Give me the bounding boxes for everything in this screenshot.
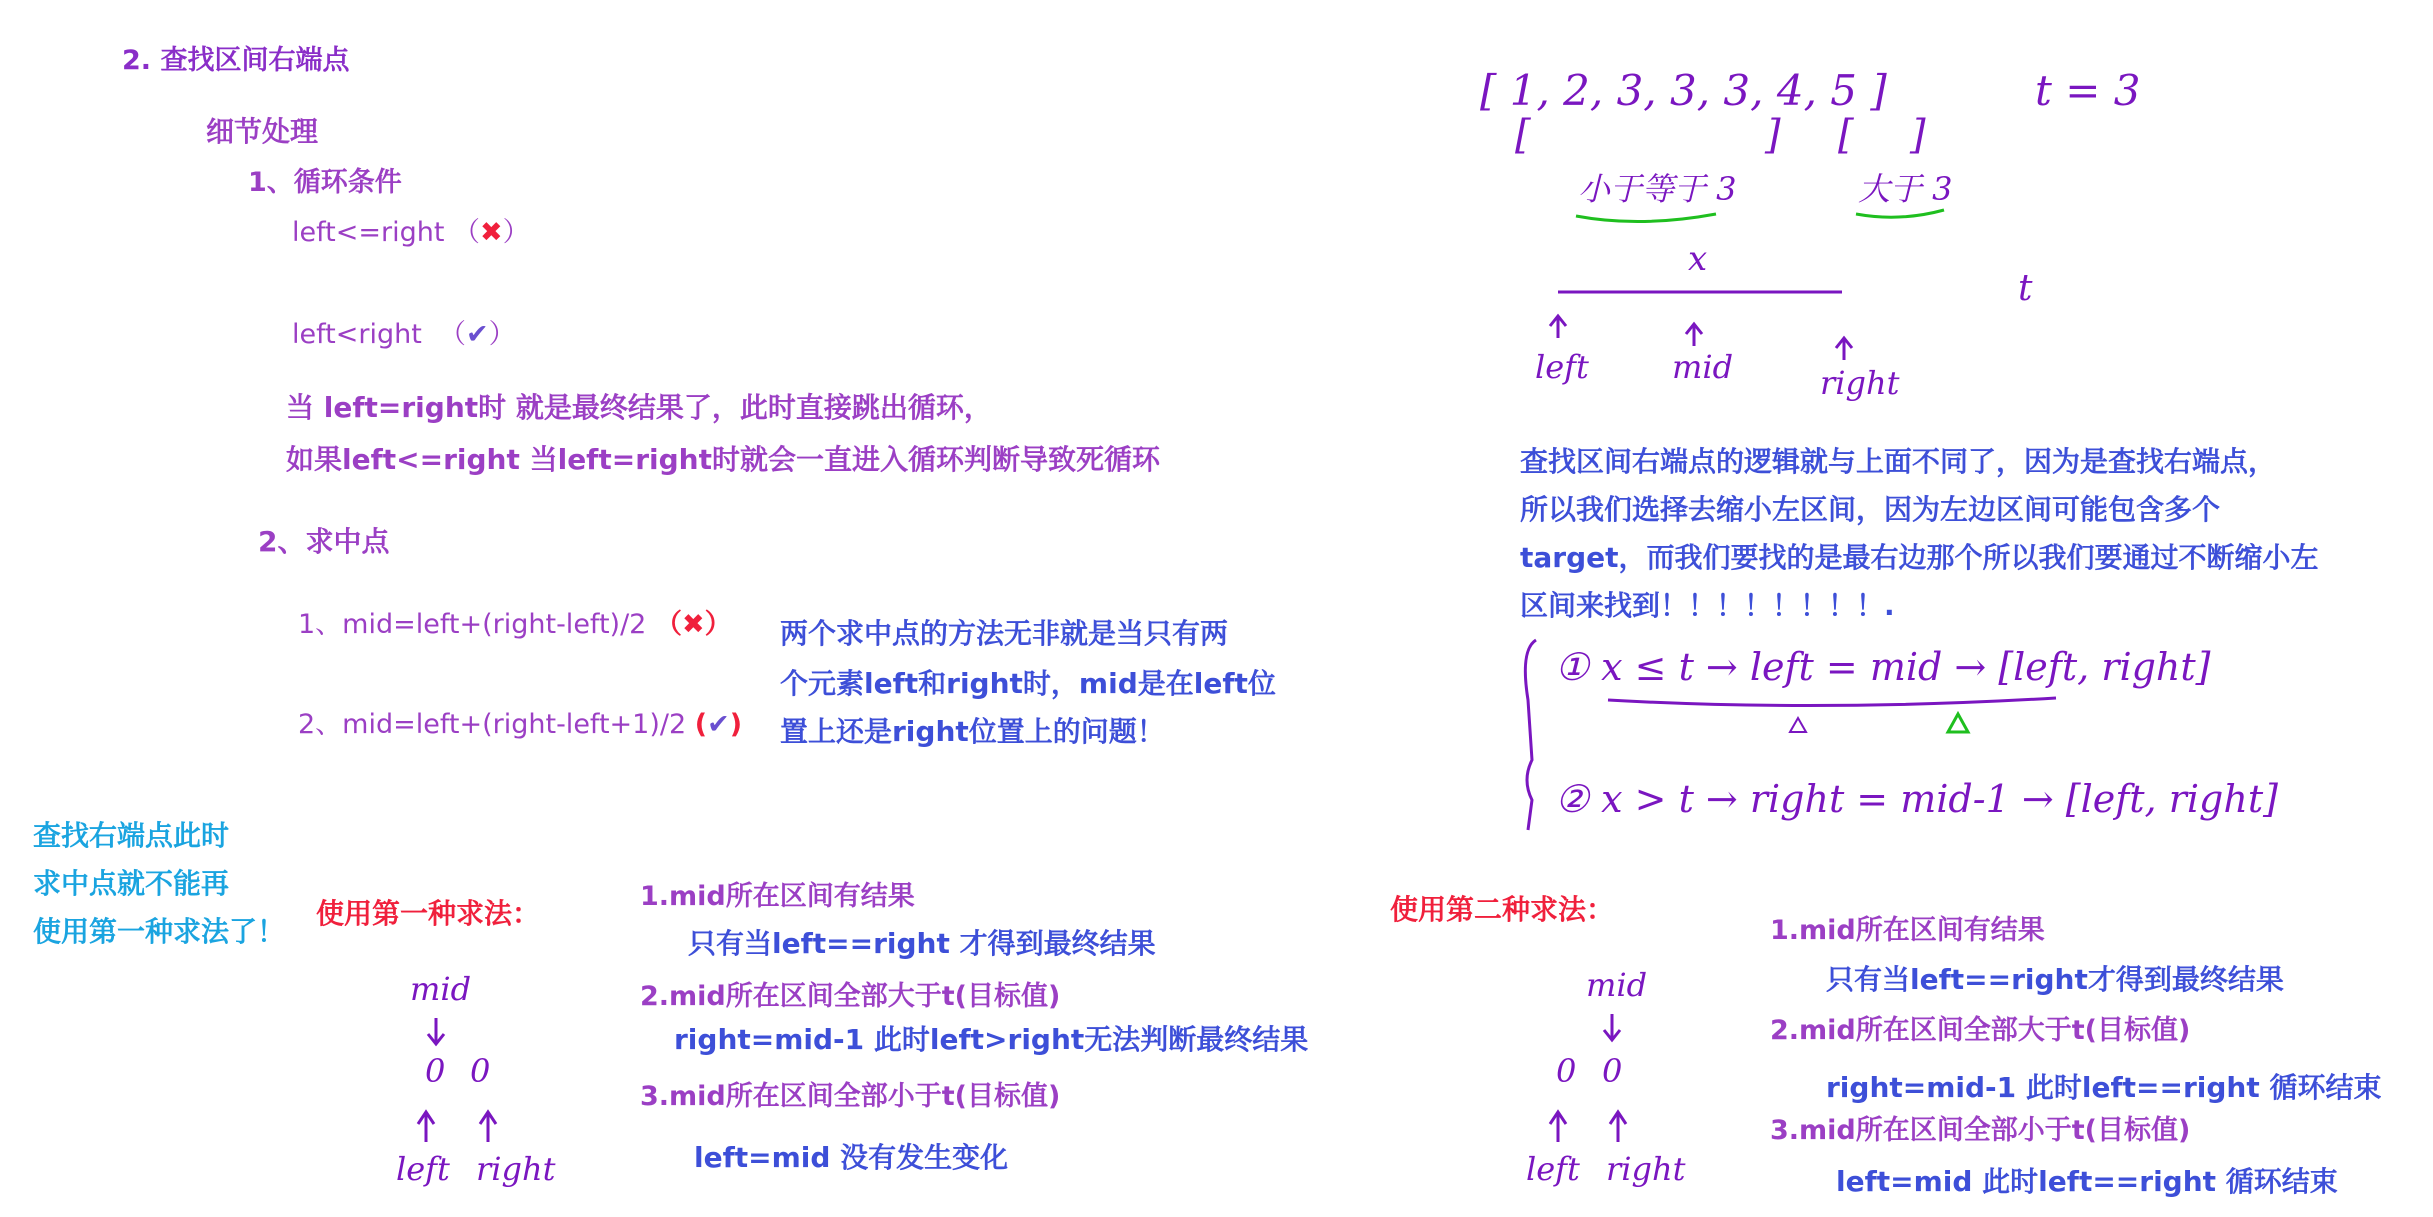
arrow-down-icon	[428, 1018, 444, 1044]
arrow-up-icon	[1550, 1112, 1566, 1142]
m2-node-left: 0	[1556, 1052, 1577, 1090]
right-group-end-bracket: ]	[1910, 112, 1926, 158]
note-line-3: 置上还是right位置上的问题！	[780, 715, 1165, 748]
arrow-up-icon	[1836, 338, 1852, 360]
m2-left-label: left	[1526, 1150, 1580, 1188]
right-pointer-label: right	[1820, 364, 1900, 402]
le3-underline	[1576, 214, 1716, 222]
m2-case1-result: 只有当left==right才得到最终结果	[1826, 963, 2284, 996]
m1-case3-result: left=mid 没有发生变化	[694, 1141, 1009, 1174]
arrow-up-icon	[1610, 1112, 1626, 1142]
m1-case1: 1.mid所在区间有结果	[640, 881, 915, 912]
method-2-label: 使用第二种求法：	[1390, 893, 1615, 926]
m1-right-label: right	[476, 1150, 556, 1188]
desc-line-2: 所以我们选择去缩小左区间，因为左边区间可能包含多个	[1520, 493, 2221, 526]
m1-node-right: 0	[470, 1052, 491, 1090]
note-line-1: 两个求中点的方法无非就是当只有两	[780, 617, 1229, 650]
m2-mid-label: mid	[1586, 966, 1648, 1004]
m2-case3: 3.mid所在区间全部小于t(目标值)	[1770, 1115, 2191, 1146]
gt3-underline	[1856, 210, 1944, 217]
step-loop-condition: 1、循环条件	[248, 167, 402, 198]
triangle-icon	[1948, 714, 1968, 732]
arrow-down-icon	[1604, 1014, 1620, 1040]
note-line-2: 个元素left和right时，mid是在left位	[780, 667, 1276, 700]
m2-case1: 1.mid所在区间有结果	[1770, 915, 2045, 946]
desc-line-4: 区间来找到！！！！！！！！.	[1520, 589, 1895, 622]
method-1-label: 使用第一种求法：	[316, 897, 541, 930]
m1-node-left: 0	[425, 1052, 446, 1090]
m1-left-label: left	[396, 1150, 450, 1188]
mid-formula-2: 2、mid=left+(right-left+1)/2	[298, 709, 687, 740]
cond-bad-row: left<=right （✖）	[292, 217, 530, 248]
target-handwritten: t = 3	[2035, 66, 2141, 115]
case-1-handwritten: ① x ≤ t → left = mid → [left, right]	[1555, 645, 2211, 689]
arrow-up-icon	[418, 1112, 434, 1142]
m1-case1-result: 只有当left==right 才得到最终结果	[688, 927, 1156, 960]
case-1-underline	[1608, 698, 2056, 706]
arrow-up-icon	[1550, 316, 1566, 338]
page-title: 2. 查找区间右端点	[122, 45, 350, 76]
check-mark-icon: ✔	[465, 319, 489, 350]
side-note-1: 查找右端点此时	[33, 819, 230, 852]
mid-formula-1: 1、mid=left+(right-left)/2	[298, 609, 647, 640]
arrow-up-icon	[480, 1112, 496, 1142]
cond-bad-text: left<=right	[292, 217, 445, 248]
le3-label: 小于等于 3	[1578, 170, 1737, 208]
desc-line-3: target，而我们要找的是最右边那个所以我们要通过不断缩小左	[1520, 541, 2319, 574]
case-2-handwritten: ② x > t → right = mid-1 → [left, right]	[1555, 777, 2278, 821]
section-heading: 细节处理	[206, 115, 319, 148]
mid-formula-2-row: 2、mid=left+(right-left+1)/2 (✔)	[298, 709, 743, 740]
m2-case3-result: left=mid 此时left==right 循环结束	[1836, 1165, 2338, 1198]
m1-case2-result: right=mid-1 此时left>right无法判断最终结果	[674, 1023, 1309, 1056]
cond-good-text: left<right	[292, 319, 422, 350]
cond-good-row: left<right （✔）	[292, 319, 516, 350]
arrow-up-icon	[1686, 324, 1702, 346]
right-group-start-bracket: [	[1838, 112, 1854, 158]
m1-case2: 2.mid所在区间全部大于t(目标值)	[640, 981, 1061, 1012]
m2-node-right: 0	[1602, 1052, 1623, 1090]
m1-case3: 3.mid所在区间全部小于t(目标值)	[640, 1081, 1061, 1112]
mid-formula-1-row: 1、mid=left+(right-left)/2 （✖）	[298, 609, 732, 640]
triangle-icon	[1790, 718, 1806, 732]
gt3-label: 大于 3	[1858, 170, 1953, 208]
cross-mark-icon: ✖	[681, 609, 705, 640]
m2-case2: 2.mid所在区间全部大于t(目标值)	[1770, 1015, 2191, 1046]
left-group-end-bracket: ]	[1765, 112, 1781, 158]
array-handwritten: [ 1, 2, 3, 3, 3, 4, 5 ]	[1480, 66, 1887, 115]
side-note-3: 使用第一种求法了！	[33, 915, 286, 948]
m2-case2-result: right=mid-1 此时left==right 循环结束	[1826, 1071, 2382, 1104]
m2-right-label: right	[1606, 1150, 1686, 1188]
desc-line-1: 查找区间右端点的逻辑就与上面不同了，因为是查找右端点，	[1520, 445, 2277, 478]
step-midpoint: 2、求中点	[258, 525, 390, 558]
explain-line-1: 当 left=right时 就是最终结果了，此时直接跳出循环，	[286, 391, 992, 424]
mid-pointer-label: mid	[1672, 348, 1734, 386]
side-note-2: 求中点就不能再	[33, 867, 230, 900]
cross-mark-icon: ✖	[480, 217, 503, 248]
case-brace	[1525, 640, 1536, 830]
explain-line-2: 如果left<=right 当left=right时就会一直进入循环判断导致死循环	[286, 443, 1160, 476]
check-mark-icon: ✔	[707, 709, 730, 740]
left-pointer-label: left	[1535, 348, 1589, 386]
m1-mid-label: mid	[410, 970, 472, 1008]
left-bracket: [	[1515, 112, 1531, 158]
t-label: t	[2018, 268, 2033, 309]
x-label: x	[1688, 239, 1708, 279]
